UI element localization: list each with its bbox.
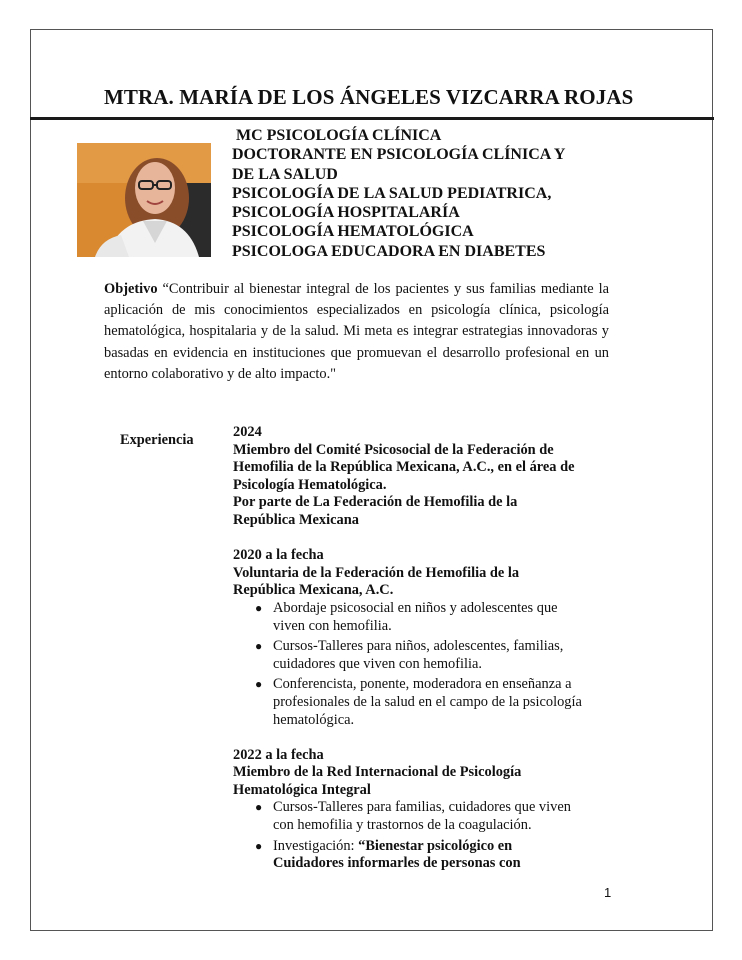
list-item-text: Cursos-Talleres para familias, cuidadores que viven con hemofilia y trastornos de la coagulación. — [273, 799, 571, 834]
credential-line: MC PSICOLOGÍA CLÍNICA — [236, 127, 442, 144]
objective-text: “Contribuir al bienestar integral de los pacientes y sus familias mediante la aplicación de mis conocimientos especializados en psicología clínica, psicología hematológica, hospitalaria y de la salud. Mi meta es integrar estrategias innovadoras y basadas en evidencia en instituciones que promuevan el desarrollo profesional en un entorno colaborativo y de alto impacto." — [104, 281, 609, 382]
credential-line: PSICOLOGÍA DE LA SALUD PEDIATRICA, — [232, 184, 552, 202]
credential-line: DE LA SALUD — [232, 165, 338, 183]
credential-line: PSICOLOGÍA HOSPITALARÍA — [232, 204, 460, 222]
profile-photo — [77, 143, 211, 257]
experience-list — [233, 424, 583, 890]
list-item — [255, 638, 583, 673]
cv-name-heading: MTRA. MARÍA DE LOS ÁNGELES VIZCARRA ROJAS — [104, 85, 634, 109]
bullet-icon: ● — [255, 600, 263, 615]
bullet-icon: ● — [255, 800, 263, 815]
entry-title: Voluntaria de la Federación de Hemofilia de la República Mexicana, A.C. — [233, 564, 520, 599]
entry-title: Miembro del Comité Psicosocial de la Federación de Hemofilia de la República Mexicana, A.C., en el área de Psicología Hematológica. — [233, 441, 575, 493]
objective-paragraph — [104, 279, 609, 385]
list-item — [255, 599, 583, 635]
list-item — [255, 799, 583, 834]
bullet-icon: ● — [255, 838, 263, 853]
experience-section-label: Experiencia — [120, 432, 194, 448]
entry-title: Miembro de la Red Internacional de Psicología Hematológica Integral — [233, 764, 522, 798]
entry-bullet-list — [233, 799, 583, 872]
list-item-text: Cursos-Talleres para niños, adolescentes, familias, cuidadores que viven con hemofilia. — [273, 638, 564, 672]
research-title: “Bienestar psicológico en Cuidadores informarles de personas con — [273, 837, 521, 872]
entry-year: 2020 a la fecha — [233, 547, 324, 564]
credential-line: PSICOLOGA EDUCADORA EN DIABETES — [232, 242, 546, 260]
credentials-list — [232, 126, 565, 261]
list-item-text: Abordaje psicosocial en niños y adolescentes que viven con hemofilia. — [273, 599, 558, 634]
list-item — [255, 837, 583, 873]
experience-entry — [233, 547, 583, 729]
list-item-text: Conferencista, ponente, moderadora en enseñanza a profesionales de la salud en el campo de la psicología hematológica. — [273, 676, 582, 728]
page-number: 1 — [604, 885, 612, 900]
entry-year: 2022 a la fecha — [233, 746, 324, 763]
bullet-icon: ● — [255, 639, 263, 654]
objective-label: Objetivo — [104, 281, 158, 297]
entry-subtitle: Por parte de La Federación de Hemofilia de la República Mexicana — [233, 494, 518, 528]
bullet-icon: ● — [255, 677, 263, 692]
credential-line: PSICOLOGÍA HEMATOLÓGICA — [232, 223, 474, 241]
entry-year: 2024 — [233, 424, 262, 440]
research-label: Investigación: — [273, 837, 359, 854]
credential-line: DOCTORANTE EN PSICOLOGÍA CLÍNICA Y — [232, 146, 566, 164]
header-rule — [30, 117, 714, 120]
entry-bullet-list — [233, 600, 583, 729]
experience-entry — [233, 424, 583, 530]
list-item — [255, 676, 583, 729]
experience-entry — [233, 747, 583, 873]
